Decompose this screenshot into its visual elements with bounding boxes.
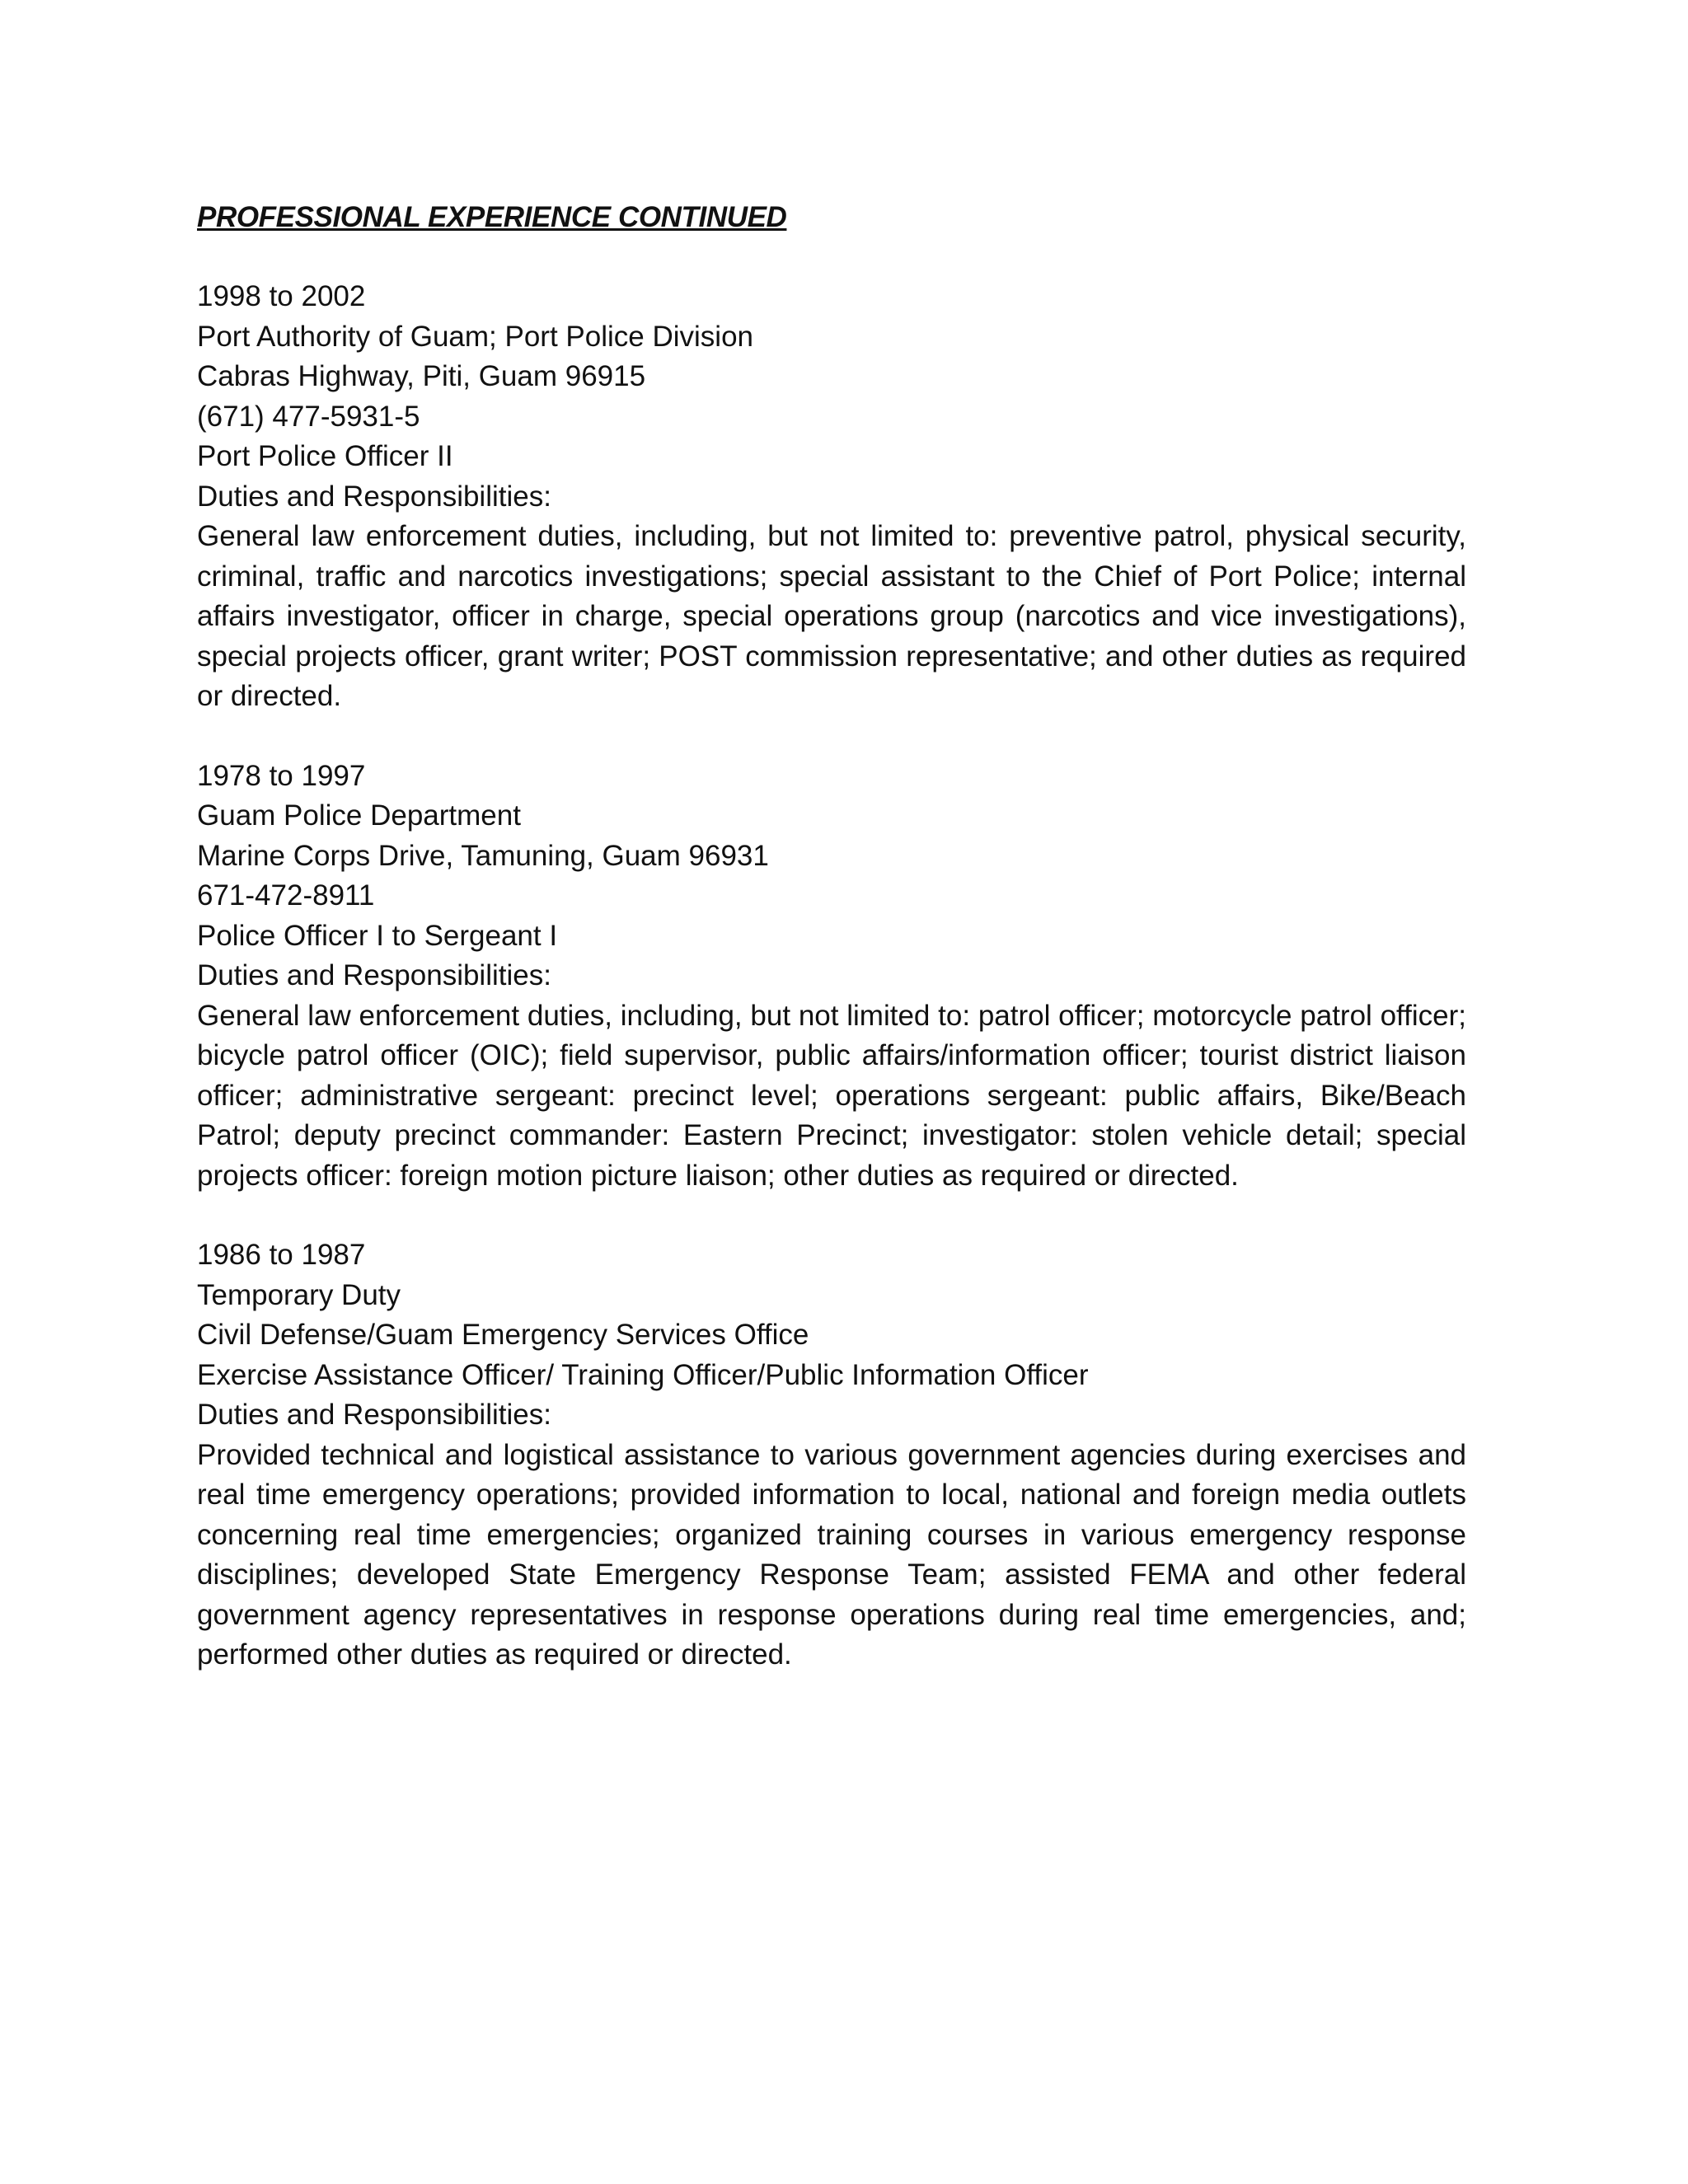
experience-entry-guam-police [197, 757, 1466, 1197]
entry-position: Port Police Officer II [197, 440, 453, 472]
entry-phone: 671-472-8911 [197, 879, 375, 912]
section-heading: PROFESSIONAL EXPERIENCE CONTINUED [197, 201, 787, 233]
entry-duties-label: Duties and Responsibilities: [197, 480, 551, 513]
entry-employer: Civil Defense/Guam Emergency Services Office [197, 1319, 809, 1351]
entry-years: 1986 to 1987 [197, 1239, 366, 1271]
entry-duties-label: Duties and Responsibilities: [197, 1399, 551, 1431]
entry-years: 1978 to 1997 [197, 759, 366, 792]
entry-duties-text: Provided technical and logistical assistance to various government agencies during exercises and real time emergency operations; provided information to local, national and foreign media outlets concerning real time emergencies; organized training courses in various emergency response disciplines; developed State Emergency Response Team; assisted FEMA and other federal government agency representatives in response operations during real time emergencies, and; performed other duties as required or directed. [197, 1438, 1466, 1671]
entry-position: Exercise Assistance Officer/ Training Officer/Public Information Officer [197, 1358, 1089, 1391]
entry-duties-label: Duties and Responsibilities: [197, 959, 551, 991]
entry-duties-text: General law enforcement duties, including, but not limited to: preventive patrol, physical security, criminal, traffic and narcotics investigations; special assistant to the Chief of Port Police; internal affairs investigator, officer in charge, special operations group (narcotics and vice investigations), special projects officer, grant writer; POST commission representative; and other duties as required or directed. [197, 520, 1466, 712]
entry-address: Marine Corps Drive, Tamuning, Guam 96931 [197, 839, 769, 872]
entry-phone: (671) 477-5931-5 [197, 400, 420, 433]
entry-employer: Guam Police Department [197, 799, 521, 832]
experience-entry-civil-defense [197, 1235, 1466, 1675]
entry-duties-text: General law enforcement duties, including, but not limited to: patrol officer; motorcycle patrol officer; bicycle patrol officer (OIC); field supervisor, public affairs/information officer; tourist district liaison officer; administrative sergeant: precinct level; operations sergeant: public affairs, Bike/Beach Patrol; deputy precinct commander: Eastern Precinct; investigator: stolen vehicle detail; special projects officer: foreign motion picture liaison; other duties as required or directed. [197, 999, 1466, 1192]
entry-address: Cabras Highway, Piti, Guam 96915 [197, 360, 646, 392]
entry-years: 1998 to 2002 [197, 280, 366, 312]
page-content [197, 198, 1466, 1715]
entry-position: Police Officer I to Sergeant I [197, 919, 558, 952]
entry-duty-type: Temporary Duty [197, 1278, 401, 1311]
experience-entry-port-authority [197, 277, 1466, 717]
entry-employer: Port Authority of Guam; Port Police Division [197, 320, 753, 353]
